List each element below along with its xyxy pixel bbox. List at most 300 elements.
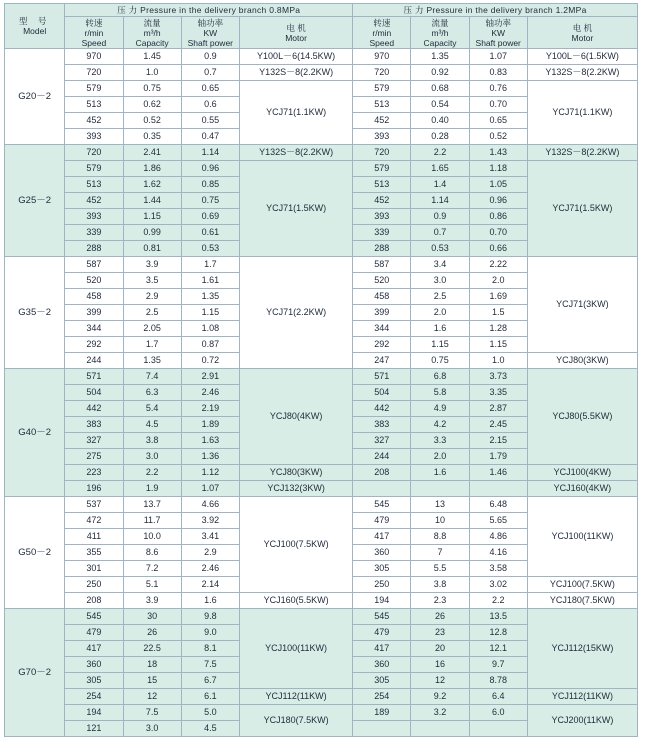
shaft-power-cell: 1.46 bbox=[469, 465, 527, 481]
speed-cell: 399 bbox=[353, 305, 411, 321]
shaft-power-cell: 5.65 bbox=[469, 513, 527, 529]
capacity-cell: 6.3 bbox=[123, 385, 181, 401]
speed-cell: 587 bbox=[353, 257, 411, 273]
table-row bbox=[5, 65, 638, 81]
flow-header-unit: m³/h bbox=[431, 27, 449, 38]
motor-cell: YCJ100(7.5KW) bbox=[239, 497, 352, 593]
capacity-cell: 4.9 bbox=[411, 401, 469, 417]
capacity-cell: 2.3 bbox=[411, 593, 469, 609]
motor-header-en: Motor bbox=[285, 32, 307, 43]
speed-cell: 411 bbox=[65, 529, 123, 545]
speed-cell: 571 bbox=[353, 369, 411, 385]
model-header-en: Model bbox=[23, 26, 47, 36]
shaft-power-cell: 1.15 bbox=[469, 337, 527, 353]
capacity-cell: 0.9 bbox=[411, 209, 469, 225]
speed-cell: 720 bbox=[65, 145, 123, 161]
capacity-cell: 13.7 bbox=[123, 497, 181, 513]
speed-cell: 301 bbox=[65, 561, 123, 577]
shaft-power-cell: 1.36 bbox=[181, 449, 239, 465]
motor-cell: YCJ100(7.5KW) bbox=[527, 577, 637, 593]
capacity-cell: 1.65 bbox=[411, 161, 469, 177]
model-cell: G20－2 bbox=[5, 49, 65, 145]
motor-cell: YCJ160(4KW) bbox=[527, 481, 637, 497]
motor-cell: YCJ71(3KW) bbox=[527, 257, 637, 353]
shaft-power-cell: 0.83 bbox=[469, 65, 527, 81]
capacity-cell: 1.62 bbox=[123, 177, 181, 193]
speed-cell: 479 bbox=[353, 625, 411, 641]
motor-cell: YCJ160(5.5KW) bbox=[239, 593, 352, 609]
capacity-cell: 13 bbox=[411, 497, 469, 513]
motor-cell: Y100L－6(1.5KW) bbox=[527, 49, 637, 65]
capacity-cell: 9.2 bbox=[411, 689, 469, 705]
speed-cell: 250 bbox=[65, 577, 123, 593]
motor-cell: YCJ71(1.1KW) bbox=[527, 81, 637, 145]
speed-cell: 393 bbox=[353, 129, 411, 145]
shaft-power-cell: 6.1 bbox=[181, 689, 239, 705]
speed-cell bbox=[353, 721, 411, 737]
speed-cell: 292 bbox=[353, 337, 411, 353]
speed-cell: 196 bbox=[65, 481, 123, 497]
capacity-cell: 0.68 bbox=[411, 81, 469, 97]
speed-cell: 254 bbox=[65, 689, 123, 705]
motor-cell: YCJ71(1.5KW) bbox=[527, 161, 637, 257]
capacity-cell: 3.0 bbox=[411, 273, 469, 289]
shaft-power-cell: 2.15 bbox=[469, 433, 527, 449]
power-header-en: Shaft power bbox=[475, 37, 521, 48]
shaft-power-cell: 2.46 bbox=[181, 385, 239, 401]
table-body bbox=[5, 49, 638, 737]
model-cell: G50－2 bbox=[5, 497, 65, 609]
speed-cell: 383 bbox=[353, 417, 411, 433]
motor-cell: YCJ71(2.2KW) bbox=[239, 257, 352, 369]
model-header bbox=[5, 4, 65, 49]
flow-header-cn: 流量 bbox=[143, 17, 161, 28]
shaft-power-cell: 2.9 bbox=[181, 545, 239, 561]
shaft-power-cell: 3.02 bbox=[469, 577, 527, 593]
model-cell: G40－2 bbox=[5, 369, 65, 497]
speed-cell: 452 bbox=[65, 113, 123, 129]
capacity-cell: 1.86 bbox=[123, 161, 181, 177]
speed-cell: 360 bbox=[353, 545, 411, 561]
motor-header-cn: 电 机 bbox=[286, 22, 306, 33]
flow-header-en: Capacity bbox=[135, 37, 169, 48]
capacity-cell: 0.75 bbox=[123, 81, 181, 97]
capacity-cell: 10 bbox=[411, 513, 469, 529]
shaft-power-cell: 9.8 bbox=[181, 609, 239, 625]
speed-cell: 288 bbox=[353, 241, 411, 257]
speed-cell: 472 bbox=[65, 513, 123, 529]
table-row bbox=[5, 257, 638, 273]
shaft-power-cell: 2.19 bbox=[181, 401, 239, 417]
capacity-cell: 3.2 bbox=[411, 705, 469, 721]
capacity-cell: 8.6 bbox=[123, 545, 181, 561]
shaft-power-cell: 0.86 bbox=[469, 209, 527, 225]
speed-cell: 275 bbox=[65, 449, 123, 465]
capacity-cell: 2.2 bbox=[411, 145, 469, 161]
shaft-power-cell: 4.5 bbox=[181, 721, 239, 737]
shaft-power-cell: 1.07 bbox=[181, 481, 239, 497]
speed-cell: 399 bbox=[65, 305, 123, 321]
shaft-power-cell: 0.9 bbox=[181, 49, 239, 65]
shaft-power-cell: 5.0 bbox=[181, 705, 239, 721]
motor-cell: Y132S－8(2.2KW) bbox=[239, 145, 352, 161]
capacity-cell: 3.0 bbox=[123, 721, 181, 737]
speed-cell: 452 bbox=[65, 193, 123, 209]
shaft-power-cell: 1.35 bbox=[181, 289, 239, 305]
speed-cell: 244 bbox=[353, 449, 411, 465]
table-row bbox=[5, 609, 638, 625]
speed-cell: 344 bbox=[353, 321, 411, 337]
motor-cell: Y100L－6(14.5KW) bbox=[239, 49, 352, 65]
shaft-power-cell: 2.91 bbox=[181, 369, 239, 385]
shaft-power-cell: 1.43 bbox=[469, 145, 527, 161]
table-row bbox=[5, 145, 638, 161]
shaft-power-cell: 4.66 bbox=[181, 497, 239, 513]
capacity-cell: 1.9 bbox=[123, 481, 181, 497]
pressure-1-2-header: 压 力 Pressure in the delivery branch 1.2MPa bbox=[353, 4, 638, 17]
capacity-cell: 1.7 bbox=[123, 337, 181, 353]
shaft-power-cell: 4.16 bbox=[469, 545, 527, 561]
capacity-cell: 0.28 bbox=[411, 129, 469, 145]
capacity-cell: 3.9 bbox=[123, 593, 181, 609]
shaft-power-cell: 1.89 bbox=[181, 417, 239, 433]
shaft-power-cell: 2.2 bbox=[469, 593, 527, 609]
capacity-cell: 0.81 bbox=[123, 241, 181, 257]
capacity-cell: 4.2 bbox=[411, 417, 469, 433]
shaft-power-cell: 1.15 bbox=[181, 305, 239, 321]
shaft-power-cell: 2.0 bbox=[469, 273, 527, 289]
motor-cell: YCJ180(7.5KW) bbox=[527, 593, 637, 609]
capacity-cell: 12 bbox=[123, 689, 181, 705]
motor-cell: YCJ80(3KW) bbox=[527, 353, 637, 369]
capacity-cell: 0.52 bbox=[123, 113, 181, 129]
speed-cell: 393 bbox=[353, 209, 411, 225]
speed-cell: 208 bbox=[353, 465, 411, 481]
capacity-cell: 1.15 bbox=[123, 209, 181, 225]
speed-cell: 305 bbox=[353, 673, 411, 689]
shaft-power-cell: 1.5 bbox=[469, 305, 527, 321]
capacity-cell: 3.0 bbox=[123, 449, 181, 465]
speed-cell: 393 bbox=[65, 209, 123, 225]
speed-cell: 545 bbox=[65, 609, 123, 625]
shaft-power-cell: 1.08 bbox=[181, 321, 239, 337]
motor-cell: YCJ100(11KW) bbox=[527, 497, 637, 577]
shaft-power-cell: 9.7 bbox=[469, 657, 527, 673]
table-row bbox=[5, 49, 638, 65]
shaft-power-cell: 0.75 bbox=[181, 193, 239, 209]
speed-cell: 327 bbox=[65, 433, 123, 449]
speed-cell: 121 bbox=[65, 721, 123, 737]
motor-cell: YCJ200(11KW) bbox=[527, 705, 637, 737]
speed-cell: 579 bbox=[353, 161, 411, 177]
capacity-cell: 15 bbox=[123, 673, 181, 689]
shaft-power-cell: 0.96 bbox=[469, 193, 527, 209]
capacity-cell: 0.92 bbox=[411, 65, 469, 81]
motor-cell: Y132S－8(2.2KW) bbox=[527, 145, 637, 161]
capacity-cell: 0.35 bbox=[123, 129, 181, 145]
capacity-cell: 7.4 bbox=[123, 369, 181, 385]
shaft-power-cell: 1.69 bbox=[469, 289, 527, 305]
shaft-power-cell: 9.0 bbox=[181, 625, 239, 641]
speed-cell: 970 bbox=[353, 49, 411, 65]
capacity-cell: 3.9 bbox=[123, 257, 181, 273]
table-row bbox=[5, 497, 638, 513]
speed-cell: 417 bbox=[353, 641, 411, 657]
shaft-power-cell: 0.55 bbox=[181, 113, 239, 129]
speed-cell: 579 bbox=[65, 161, 123, 177]
capacity-cell: 0.53 bbox=[411, 241, 469, 257]
speed-cell: 339 bbox=[65, 225, 123, 241]
capacity-cell: 20 bbox=[411, 641, 469, 657]
shaft-power-cell: 0.85 bbox=[181, 177, 239, 193]
speed-cell: 513 bbox=[65, 177, 123, 193]
power-header-cn: 轴功率 bbox=[485, 17, 511, 28]
motor-cell: YCJ71(1.1KW) bbox=[239, 81, 352, 145]
model-cell: G35－2 bbox=[5, 257, 65, 369]
motor-header-cn: 电 机 bbox=[572, 22, 593, 33]
shaft-power-cell: 0.87 bbox=[181, 337, 239, 353]
speed-cell: 288 bbox=[65, 241, 123, 257]
capacity-cell: 4.5 bbox=[123, 417, 181, 433]
capacity-cell: 1.14 bbox=[411, 193, 469, 209]
shaft-power-cell: 2.22 bbox=[469, 257, 527, 273]
capacity-cell: 0.99 bbox=[123, 225, 181, 241]
shaft-power-cell: 8.78 bbox=[469, 673, 527, 689]
capacity-cell: 2.9 bbox=[123, 289, 181, 305]
capacity-cell: 2.41 bbox=[123, 145, 181, 161]
speed-cell: 513 bbox=[353, 177, 411, 193]
capacity-cell bbox=[411, 481, 469, 497]
motor-cell: YCJ100(4KW) bbox=[527, 465, 637, 481]
shaft-power-cell: 0.7 bbox=[181, 65, 239, 81]
flow-header-cn: 流量 bbox=[431, 17, 449, 28]
capacity-cell: 30 bbox=[123, 609, 181, 625]
shaft-power-cell: 6.7 bbox=[181, 673, 239, 689]
speed-cell: 383 bbox=[65, 417, 123, 433]
motor-header-b bbox=[527, 17, 637, 49]
shaft-power-cell: 0.70 bbox=[469, 225, 527, 241]
speed-cell: 452 bbox=[353, 113, 411, 129]
speed-cell: 970 bbox=[65, 49, 123, 65]
shaft-power-cell: 0.65 bbox=[181, 81, 239, 97]
motor-cell: YCJ132(3KW) bbox=[239, 481, 352, 497]
shaft-power-cell: 1.6 bbox=[181, 593, 239, 609]
shaft-power-cell: 0.6 bbox=[181, 97, 239, 113]
table-header bbox=[5, 4, 638, 49]
speed-cell: 537 bbox=[65, 497, 123, 513]
shaft-power-cell: 13.5 bbox=[469, 609, 527, 625]
speed-cell: 244 bbox=[65, 353, 123, 369]
shaft-power-cell: 2.14 bbox=[181, 577, 239, 593]
motor-cell: Y132S－8(2.2KW) bbox=[239, 65, 352, 81]
capacity-cell: 0.40 bbox=[411, 113, 469, 129]
capacity-cell: 0.54 bbox=[411, 97, 469, 113]
shaft-power-cell: 2.45 bbox=[469, 417, 527, 433]
shaft-power-cell: 0.53 bbox=[181, 241, 239, 257]
shaft-power-cell: 3.73 bbox=[469, 369, 527, 385]
capacity-cell: 0.75 bbox=[411, 353, 469, 369]
speed-cell: 504 bbox=[353, 385, 411, 401]
table-row bbox=[5, 481, 638, 497]
capacity-cell: 6.8 bbox=[411, 369, 469, 385]
capacity-cell: 2.05 bbox=[123, 321, 181, 337]
speed-cell: 571 bbox=[65, 369, 123, 385]
speed-cell: 442 bbox=[65, 401, 123, 417]
table-row bbox=[5, 81, 638, 97]
pump-spec-table-container bbox=[4, 3, 638, 737]
speed-header-unit: r/min bbox=[84, 27, 104, 38]
capacity-cell: 3.3 bbox=[411, 433, 469, 449]
shaft-power-cell: 1.61 bbox=[181, 273, 239, 289]
capacity-cell: 22.5 bbox=[123, 641, 181, 657]
shaft-power-cell: 8.1 bbox=[181, 641, 239, 657]
pressure-0-8-header: 压 力 Pressure in the delivery branch 0.8MPa bbox=[65, 4, 353, 17]
capacity-cell: 3.8 bbox=[411, 577, 469, 593]
capacity-cell: 1.4 bbox=[411, 177, 469, 193]
motor-cell: YCJ80(3KW) bbox=[239, 465, 352, 481]
capacity-cell: 16 bbox=[411, 657, 469, 673]
shaft-power-cell: 3.35 bbox=[469, 385, 527, 401]
power-header-unit: KW bbox=[203, 27, 218, 38]
shaft-power-cell: 0.52 bbox=[469, 129, 527, 145]
motor-cell: Y132S－8(2.2KW) bbox=[527, 65, 637, 81]
speed-cell: 194 bbox=[65, 705, 123, 721]
speed-cell: 360 bbox=[353, 657, 411, 673]
capacity-cell: 26 bbox=[123, 625, 181, 641]
capacity-cell: 1.44 bbox=[123, 193, 181, 209]
shaft-power-cell: 0.72 bbox=[181, 353, 239, 369]
speed-header-en: Speed bbox=[81, 37, 107, 48]
capacity-cell: 0.62 bbox=[123, 97, 181, 113]
capacity-cell: 2.5 bbox=[411, 289, 469, 305]
shaft-power-cell: 12.8 bbox=[469, 625, 527, 641]
capacity-cell: 26 bbox=[411, 609, 469, 625]
shaft-power-cell: 0.69 bbox=[181, 209, 239, 225]
power-header-en: Shaft power bbox=[187, 37, 234, 48]
speed-cell: 223 bbox=[65, 465, 123, 481]
speed-cell: 250 bbox=[353, 577, 411, 593]
capacity-cell: 5.1 bbox=[123, 577, 181, 593]
speed-cell: 545 bbox=[353, 609, 411, 625]
shaft-power-cell: 1.28 bbox=[469, 321, 527, 337]
speed-cell: 360 bbox=[65, 657, 123, 673]
table-row bbox=[5, 369, 638, 385]
motor-cell: YCJ71(1.5KW) bbox=[239, 161, 352, 257]
capacity-cell: 2.5 bbox=[123, 305, 181, 321]
capacity-cell: 3.4 bbox=[411, 257, 469, 273]
shaft-power-cell: 0.61 bbox=[181, 225, 239, 241]
model-cell: G70－2 bbox=[5, 609, 65, 737]
speed-cell: 458 bbox=[353, 289, 411, 305]
capacity-cell: 7.2 bbox=[123, 561, 181, 577]
capacity-cell: 1.35 bbox=[411, 49, 469, 65]
capacity-cell: 10.0 bbox=[123, 529, 181, 545]
table-row bbox=[5, 465, 638, 481]
capacity-cell: 5.4 bbox=[123, 401, 181, 417]
speed-cell: 247 bbox=[353, 353, 411, 369]
shaft-power-cell: 1.07 bbox=[469, 49, 527, 65]
speed-cell: 520 bbox=[65, 273, 123, 289]
motor-cell: YCJ80(5.5KW) bbox=[527, 369, 637, 465]
speed-cell: 458 bbox=[65, 289, 123, 305]
motor-cell: YCJ112(15KW) bbox=[527, 609, 637, 689]
shaft-power-cell: 1.14 bbox=[181, 145, 239, 161]
flow-header-b bbox=[411, 17, 469, 49]
power-header-unit: KW bbox=[491, 27, 506, 38]
motor-header-a bbox=[239, 17, 352, 49]
speed-cell: 513 bbox=[65, 97, 123, 113]
model-header-cn: 型 号 bbox=[18, 16, 51, 26]
speed-cell: 208 bbox=[65, 593, 123, 609]
speed-cell: 194 bbox=[353, 593, 411, 609]
speed-header-en: Speed bbox=[369, 37, 395, 48]
shaft-power-cell: 2.87 bbox=[469, 401, 527, 417]
speed-header-a bbox=[65, 17, 123, 49]
speed-cell: 579 bbox=[353, 81, 411, 97]
shaft-power-cell: 1.05 bbox=[469, 177, 527, 193]
flow-header-unit: m³/h bbox=[143, 27, 161, 38]
shaft-power-cell: 0.47 bbox=[181, 129, 239, 145]
speed-cell: 452 bbox=[353, 193, 411, 209]
capacity-cell: 1.6 bbox=[411, 321, 469, 337]
motor-cell: YCJ112(11KW) bbox=[239, 689, 352, 705]
capacity-cell: 1.45 bbox=[123, 49, 181, 65]
speed-cell: 355 bbox=[65, 545, 123, 561]
speed-cell: 587 bbox=[65, 257, 123, 273]
speed-cell: 417 bbox=[353, 529, 411, 545]
capacity-cell: 7 bbox=[411, 545, 469, 561]
motor-cell: YCJ80(4KW) bbox=[239, 369, 352, 465]
table-row bbox=[5, 705, 638, 721]
shaft-power-cell: 0.76 bbox=[469, 81, 527, 97]
shaft-power-cell: 12.1 bbox=[469, 641, 527, 657]
table-row bbox=[5, 593, 638, 609]
capacity-cell bbox=[411, 721, 469, 737]
speed-header-cn: 转速 bbox=[373, 17, 391, 28]
speed-cell: 720 bbox=[353, 65, 411, 81]
speed-cell: 292 bbox=[65, 337, 123, 353]
speed-cell: 579 bbox=[65, 81, 123, 97]
speed-cell: 254 bbox=[353, 689, 411, 705]
model-cell: G25－2 bbox=[5, 145, 65, 257]
speed-cell: 417 bbox=[65, 641, 123, 657]
capacity-cell: 1.6 bbox=[411, 465, 469, 481]
shaft-power-cell: 1.0 bbox=[469, 353, 527, 369]
shaft-power-cell: 3.58 bbox=[469, 561, 527, 577]
pump-spec-table bbox=[4, 3, 638, 737]
speed-cell: 189 bbox=[353, 705, 411, 721]
shaft-power-cell: 3.41 bbox=[181, 529, 239, 545]
capacity-cell: 0.7 bbox=[411, 225, 469, 241]
shaft-power-cell bbox=[469, 721, 527, 737]
capacity-cell: 18 bbox=[123, 657, 181, 673]
shaft-power-cell: 0.70 bbox=[469, 97, 527, 113]
shaft-power-cell: 1.18 bbox=[469, 161, 527, 177]
speed-cell: 513 bbox=[353, 97, 411, 113]
table-row bbox=[5, 161, 638, 177]
speed-cell: 305 bbox=[65, 673, 123, 689]
motor-cell: YCJ180(7.5KW) bbox=[239, 705, 352, 737]
speed-cell: 720 bbox=[353, 145, 411, 161]
shaft-power-cell: 1.79 bbox=[469, 449, 527, 465]
shaft-power-cell: 0.96 bbox=[181, 161, 239, 177]
speed-cell: 344 bbox=[65, 321, 123, 337]
speed-cell: 479 bbox=[353, 513, 411, 529]
speed-cell: 545 bbox=[353, 497, 411, 513]
capacity-cell: 1.35 bbox=[123, 353, 181, 369]
speed-cell: 393 bbox=[65, 129, 123, 145]
speed-cell: 327 bbox=[353, 433, 411, 449]
